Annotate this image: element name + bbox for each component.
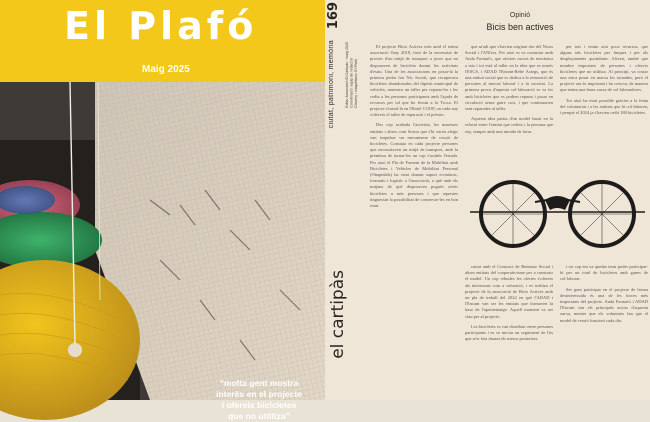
credits-line: Disseny i maquetació: El Plafó [354, 59, 359, 108]
article-kicker: Opinió [509, 12, 531, 19]
article-page [325, 0, 650, 400]
paragraph: Ser gent participar en el projecte de forma desinteressada és una de les forces més importants del projecte. Anda Format's i ADAD l'Encant són els principals actors d'aquesta xarxa, mentre que els voluntaris fan que el model de cessió funcioni cada dia. [560, 286, 648, 323]
paragraph: cuitat amb el Consorci de Benestar Social i altres entitats del cooperativisme per a construir el model. Un cop rebudes les ofertes s'ofereix als interessats com a valoració, i es realitza el projecte de la associació de Bicis Actives amb un pla de treball del 2022 en què l'ADAD i l'Encant van ser les entitats que formaven la base de l'aprenentatge. Aquell moment va ser clau per al projecte. [465, 264, 553, 319]
pull-quote [195, 378, 323, 422]
article-headline: Bicis ben actives [486, 22, 554, 32]
paragraph: Des cop acabada l'activitat, les mateixes entitats i altres com Sostra que s'hi varen afegir van impulsar un mecanisme de cessió de bicicletes. Constata en cada projecte persones que necessitaven un mitjà de transport, amb la premissa de tornar-les un cop s'acabés l'estada. Per això el Pla de Foment de la Mobilitat amb Bicicletes i Vehicles de Mobilitat Personal (Onapedals) ha estat donant suport econòmic, formatiu i logístic a l'associació, a què amb els mitjans de què disposaven pogués oferir bicicletes a més persones i que aquestes tinguessin la possibilitat de conservar-les en bon estat. [370, 122, 458, 209]
pull-quote-line: interès en el projecte [216, 389, 302, 399]
paragraph: per tots i tenim aixi poca recursos, que alguns tals bicicletes per finques i per als desplaçaments quotidians. Afixen, també que nombre important de persones i ofereix bicicletes que no utilitza. Al principi, va costar una mica posar en marxa les tornades, però el projecte ara és important i ha crescut, de manera que tenim una bona xarxa de col·laboradores. [560, 44, 648, 93]
paragraph: i tot cop em va quedar tenir poder participar-hi per un total de bicicletes amb ganes de col·laborar. [560, 264, 648, 282]
magazine-brand: el cartipàs [328, 270, 348, 359]
pull-quote-line: que no utilitza” [227, 411, 291, 421]
masthead-title: El Plafó [64, 4, 258, 48]
cover-page [0, 0, 325, 421]
pull-quote-line: “molta gent mostra [219, 378, 299, 388]
paragraph: que m'adi que s'havien originat des del Nicus Social i l'ANGes. Per això es va contactar amb Anda Format's, que oferien cursos de mecànica a tots i tot està al taller on la idea que es tornés l'ESCS, i ADAD l'Encant-Rebe Asiegs, que és una entitat social que es dedica a la reinserció de persones al mercat laboral i a la societat. La primera prova d'aquesta col·laboració es va fer amb bicicletes que es podien reparar i posar en circulació sense gaire cost, i que continuarien sent reparades al taller. [465, 44, 553, 112]
article-column-3 [560, 44, 648, 174]
paragraph: Aquesta idea partia d'un model basat en la relació entre l'entitat que cedeix i la persona que rep, sempre amb una mirada de futur. [465, 116, 553, 134]
pull-quote-line: i ofereix bicicletes [221, 400, 297, 410]
paragraph: Tot això ha estat possible gràcies a la feina del voluntariat i a les entitats que hi col·laboren, i perquè el 2024 ja s'havien cedit 180 bicicletes. [560, 97, 648, 116]
article-column-1 [370, 44, 458, 398]
page-number: 169 [326, 2, 341, 30]
credits-line: Edita: Associació El Cartipàs · maig 2025 [345, 42, 349, 108]
credits-line: Coordinació: equip de redacció [349, 58, 354, 108]
section-tag: ciutat, patrimoni, memòria [328, 40, 335, 129]
article-column-2 [465, 44, 553, 174]
issue-date: Maig 2025 [142, 64, 190, 75]
paragraph: El projecte Bicis Actives més anid el tenim associació l'any 2018, fruit de la necessitat de proveir d'un mitjà de transport a joves que no disposaven de bicicleta durant les activitats d'estiu. Una de les associacions en posar-la la primera pedra fou Nic Social, que recuperava bicicletes abandonades del dipòsit municipal de vehicles, muntava un taller per reparar-les i les cedia a les persones participants amb l'ajuda de recursos per tal que ho fessin a la Troca. El projecte s'instal·là en l'Hotel COOP, on cada any s'ofereix el taller de reparació i el préstec. [370, 44, 458, 118]
article-column-5 [560, 264, 648, 400]
credits-block [345, 42, 359, 108]
masthead [0, 0, 325, 82]
bicycle-handshake-illustration [465, 170, 650, 260]
paragraph: Les bicicletes es van distribuir entre persones participants i es va iniciar un seguiment de l'ús que se'n feia durant els mesos posteriors. [465, 323, 553, 342]
article-column-4 [465, 264, 553, 400]
